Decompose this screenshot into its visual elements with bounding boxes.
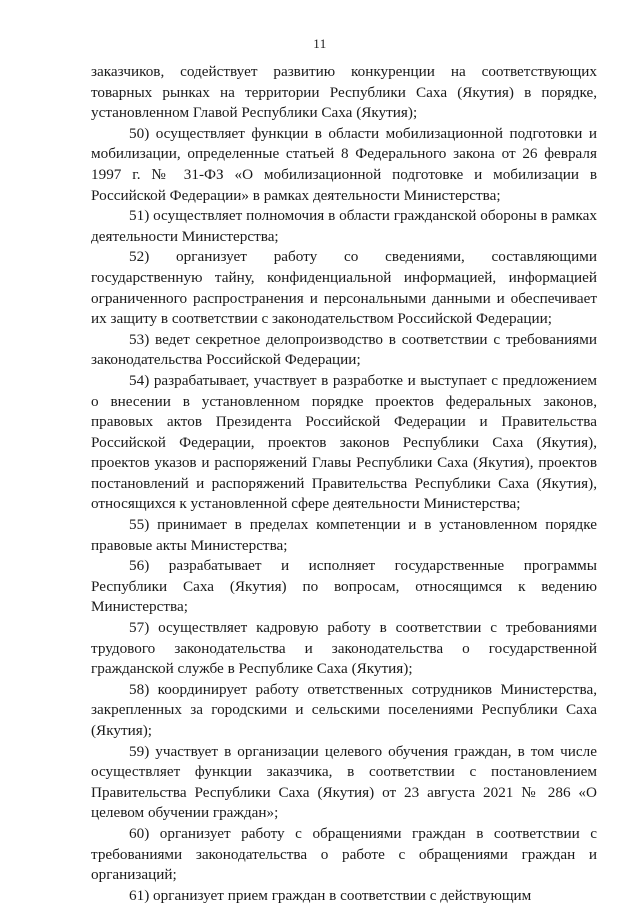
paragraph-item-51: 51) осуществляет полномочия в области гражданской обороны в рамках деятельности Министерства; <box>91 207 597 245</box>
paragraph-item-50: 50) осуществляет функции в области мобилизационной подготовки и мобилизации, определенные статьей 8 Федерального закона от 26 февраля 1997 г. № 31-ФЗ «О мобилизационной подготовке и мобилизации в Российской Федерации» в рамках деятельности Министерства; <box>91 124 597 204</box>
paragraph-item-58: 58) координирует работу ответственных сотрудников Министерства, закрепленных за городскими и сельскими поселениями Республики Саха (Якутия); <box>91 680 597 739</box>
paragraph-item-54: 54) разрабатывает, участвует в разработке и выступает с предложением о внесении в установленном порядке проектов федеральных законов, правовых актов Президента Российской Федерации и Правительства Российской Федерации, проектов законов Республики Саха (Якутия), проектов указов и распоряжений Главы Республики Саха (Якутия), проектов постановлений и распоряжений Правительства Республики Саха (Якутия), относящихся к установленной сфере деятельности Министерства; <box>91 371 597 513</box>
paragraph-item-56: 56) разрабатывает и исполняет государственные программы Республики Саха (Якутия) по вопросам, относящимся к ведению Министерства; <box>91 557 597 616</box>
paragraph-item-57: 57) осуществляет кадровую работу в соответствии с требованиями трудового законодательства и законодательства о государственной гражданской службе в Республике Саха (Якутия); <box>91 619 597 678</box>
paragraph-continuation: заказчиков, содействует развитию конкуренции на соответствующих товарных рынках на территории Республики Саха (Якутия) в порядке, установленном Главой Республики Саха (Якутия); <box>91 63 597 122</box>
paragraph-item-60: 60) организует работу с обращениями граждан в соответствии с требованиями законодательства о работе с обращениями граждан и организаций; <box>91 824 597 884</box>
paragraph-item-53: 53) ведет секретное делопроизводство в соответствии с требованиями законодательства Российской Федерации; <box>91 330 597 369</box>
page-number: 11 <box>313 36 327 51</box>
paragraph-item-52: 52) организует работу со сведениями, составляющими государственную тайну, конфиденциальной информацией, информацией ограниченного распространения и персональными данными и обеспечивает их защиту в соответствии с законодательством Российской Федерации; <box>91 248 597 328</box>
paragraph-item-59: 59) участвует в организации целевого обучения граждан, в том числе осуществляет функции заказчика, в соответствии с постановлением Правительства Республики Саха (Якутия) от 23 августа 2021 № 286 «О целевом обучении граждан»; <box>91 742 597 822</box>
paragraph-item-61: 61) организует прием граждан в соответствии с действующим <box>129 886 532 904</box>
document-body <box>91 62 597 906</box>
paragraph-item-55: 55) принимает в пределах компетенции и в установленном порядке правовые акты Министерства; <box>91 516 597 554</box>
